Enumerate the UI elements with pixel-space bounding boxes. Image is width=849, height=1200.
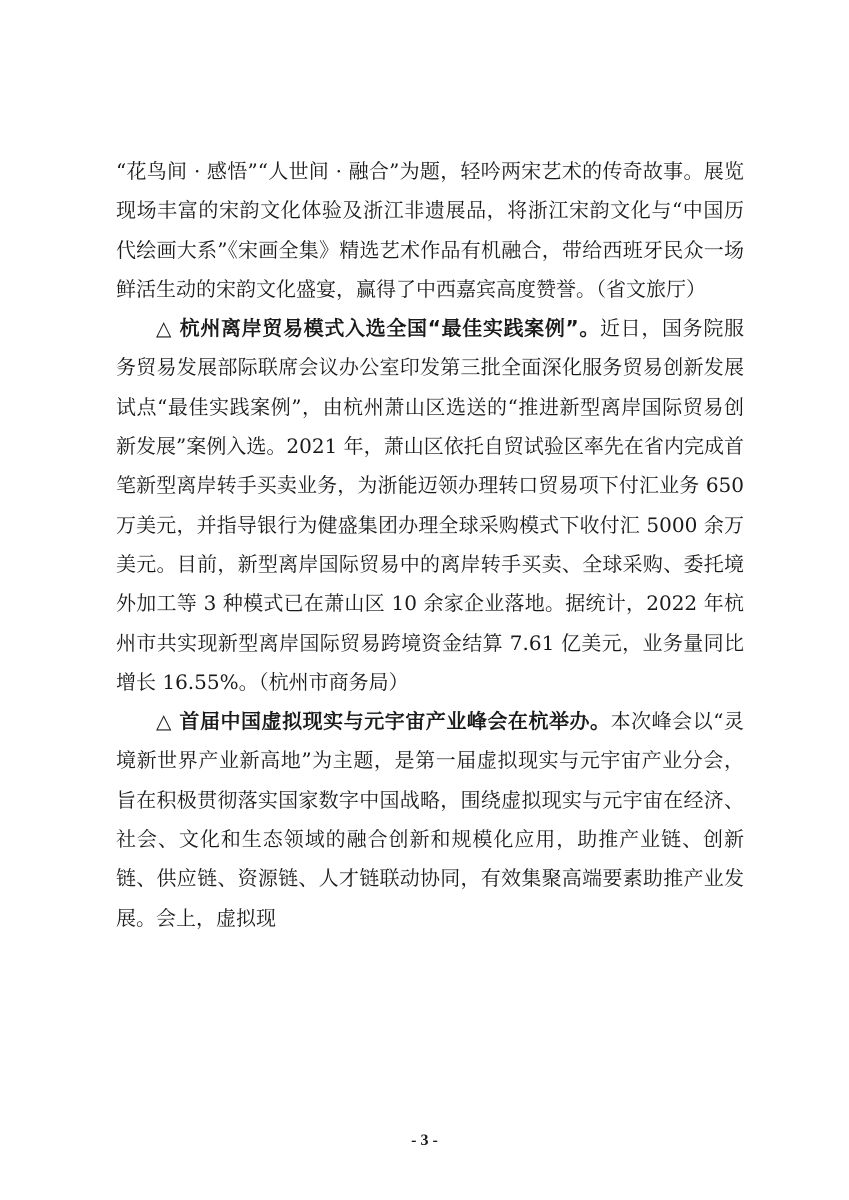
paragraph-song-culture-exhibition bbox=[116, 152, 744, 309]
paragraph-text: 近日，国务院服务贸易发展部际联席会议办公室印发第三批全面深化服务贸易创新发展试点“最佳实践案例”，由杭州萧山区选送的“推进新型离岸国际贸易创新发展”案例入选。2021 年，萧山区依托自贸试验区率先在省内完成首笔新型离岸转手买卖业务，为浙能迈领办理转口贸易项下付汇业务 650 万美元，并指导银行为健盛集团办理全球采购模式下收付汇 5000 余万美元。目前，新型离岸国际贸易中的离岸转手买卖、全球采购、委托境外加工等 3 种模式已在萧山区 10 余家企业落地。据统计，2022 年杭州市共实现新型离岸国际贸易跨境资金结算 7.61 亿美元，业务量同比增长 16.55%。 bbox=[116, 316, 745, 694]
paragraph-offshore-trade bbox=[116, 309, 744, 702]
paragraph-text: “花鸟间 · 感悟”“人世间 · 融合”为题，轻吟两宋艺术的传奇故事。展览现场丰富的宋韵文化体验及浙江非遗展品，将浙江宋韵文化与“中国历代绘画大系”《宋画全集》精选艺术作品有机融合，带给西班牙民众一场鲜活生动的宋韵文化盛宴，赢得了中西嘉宾高度赞誉。 bbox=[116, 159, 744, 301]
document-body bbox=[116, 152, 744, 938]
page-number: - 3 - bbox=[411, 1132, 438, 1149]
paragraph-heading: △ 杭州离岸贸易模式入选全国“最佳实践案例”。 bbox=[156, 316, 600, 341]
paragraph-text: 本次峰会以“灵境新世界产业新高地”为主题，是第一届虚拟现实与元宇宙产业分会，旨在积极贯彻落实国家数字中国战略，围绕虚拟现实与元宇宙在经济、社会、文化和生态领域的融合创新和规模化应用，助推产业链、创新链、供应链、资源链、人才链联动协同，有效集聚高端要素助推产业发展。会上，虚拟现 bbox=[116, 709, 744, 930]
paragraph-heading: △ 首届中国虚拟现实与元宇宙产业峰会在杭举办。 bbox=[156, 709, 611, 734]
paragraph-source: （省文旅厅） bbox=[596, 276, 706, 301]
paragraph-source: （杭州市商务局） bbox=[258, 669, 409, 694]
paragraph-vr-metaverse-summit bbox=[116, 702, 744, 938]
